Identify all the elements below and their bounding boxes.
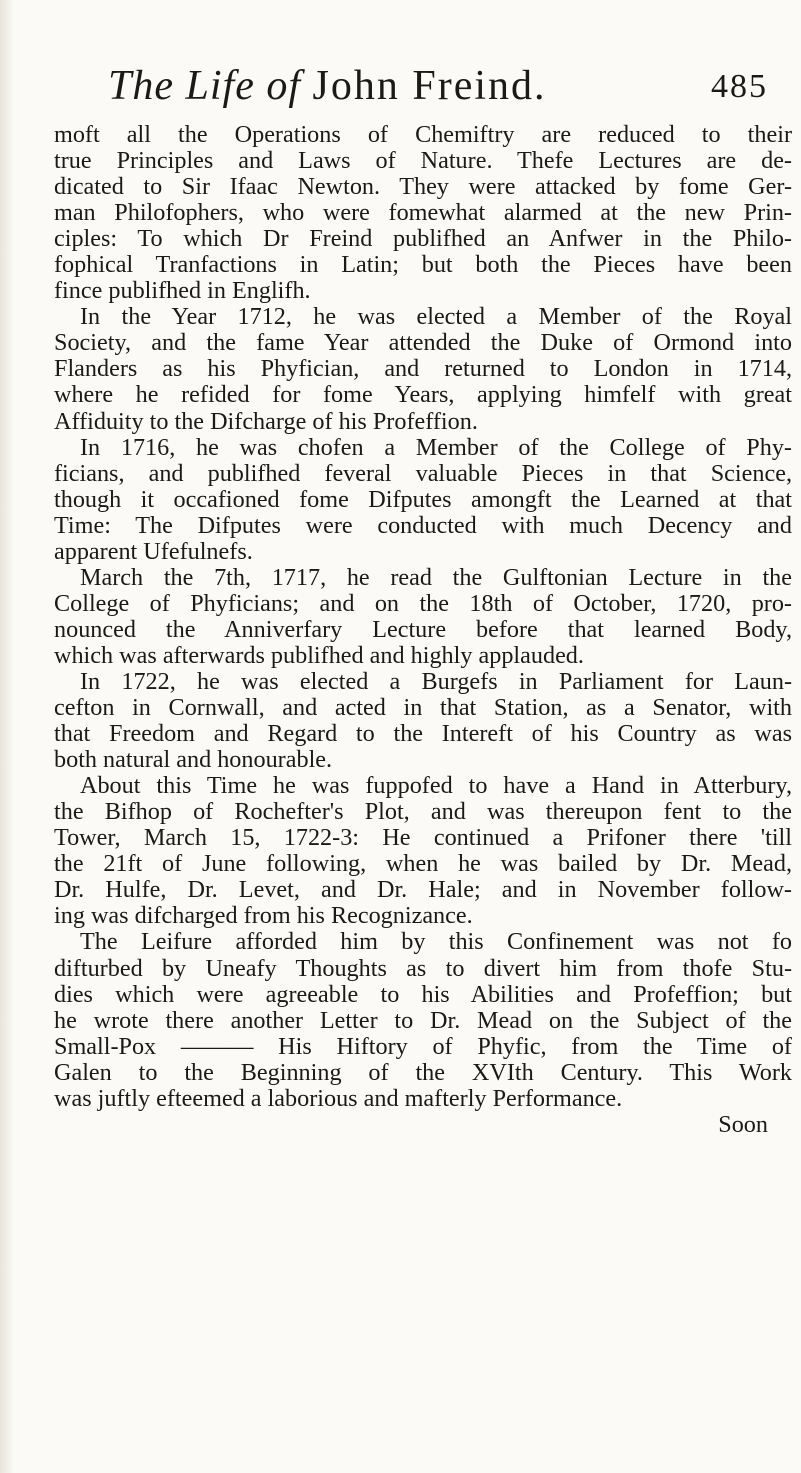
text-line: which was afterwards publifhed and highly applauded. — [54, 641, 584, 669]
text-line: the 21ft of June following, when he was bailed by Dr. Mead, — [54, 850, 792, 878]
body-text — [54, 122, 792, 1138]
text-line: he wrote there another Letter to Dr. Mead on the Subject of the — [54, 1006, 792, 1034]
text-line: where he refided for fome Years, applying himfelf with great — [54, 381, 792, 409]
text-line: fophical Tranfactions in Latin; but both the Pieces have been — [54, 251, 792, 279]
text-line: ficians, and publifhed feveral valuable Pieces in that Science, — [54, 459, 792, 487]
running-title-prefix: The Life of — [108, 63, 302, 109]
text-line: man Philofophers, who were fomewhat alarmed at the new Prin- — [54, 199, 792, 227]
text-line: cefton in Cornwall, and acted in that Station, as a Senator, with — [54, 694, 792, 722]
text-line: Small-Pox ——— His Hiftory of Phyfic, from the Time of — [54, 1032, 792, 1060]
text-line: In the Year 1712, he was elected a Member of the Royal — [80, 303, 792, 331]
text-line: true Principles and Laws of Nature. Thefe Lectures are de- — [54, 147, 792, 175]
text-line: Flanders as his Phyfician, and returned to London in 1714, — [54, 355, 792, 383]
text-line: March the 7th, 1717, he read the Gulftonian Lecture in the — [80, 563, 792, 591]
text-line: though it occafioned fome Difputes amongft the Learned at that — [54, 485, 792, 513]
page-gutter-shadow — [0, 0, 14, 1473]
text-line: Tower, March 15, 1722-3: He continued a Prifoner there 'till — [54, 824, 792, 852]
text-line: both natural and honourable. — [54, 746, 333, 774]
text-line: dicated to Sir Ifaac Newton. They were attacked by fome Ger- — [54, 173, 792, 201]
text-line: In 1716, he was chofen a Member of the College of Phy- — [80, 433, 792, 461]
catchword: Soon — [718, 1110, 768, 1138]
text-line: was juftly efteemed a laborious and mafterly Performance. — [54, 1084, 623, 1112]
text-line: apparent Ufefulnefs. — [54, 537, 253, 565]
text-line: difturbed by Uneafy Thoughts as to divert him from thofe Stu- — [54, 954, 792, 982]
text-line: that Freedom and Regard to the Intereft of his Country as was — [54, 720, 792, 748]
running-title-name: John Freind. — [312, 63, 547, 109]
text-line: College of Phyficians; and on the 18th of October, 1720, pro- — [54, 589, 792, 617]
text-line: fince publifhed in Englifh. — [54, 277, 311, 305]
text-line: nounced the Anniverfary Lecture before that learned Body, — [54, 615, 792, 643]
text-line: ciples: To which Dr Freind publifhed an Anfwer in the Philo- — [54, 225, 792, 253]
text-line: In 1722, he was elected a Burgefs in Parliament for Laun- — [80, 667, 792, 695]
running-title — [108, 62, 547, 110]
text-line: Galen to the Beginning of the XVIth Century. This Work — [54, 1058, 792, 1086]
text-line: Time: The Difputes were conducted with much Decency and — [54, 511, 792, 539]
page-number: 485 — [711, 68, 768, 105]
text-line: Affiduity to the Difcharge of his Profeffion. — [54, 407, 478, 435]
text-line: dies which were agreeable to his Abilities and Profeffion; but — [54, 980, 792, 1008]
running-header — [108, 62, 768, 112]
text-line: the Bifhop of Rochefter's Plot, and was thereupon fent to the — [54, 798, 792, 826]
text-line: moft all the Operations of Chemiftry are reduced to their — [54, 121, 792, 148]
text-line: About this Time he was fuppofed to have a Hand in Atterbury, — [80, 772, 792, 800]
text-line: Dr. Hulfe, Dr. Levet, and Dr. Hale; and in November follow- — [54, 876, 792, 904]
text-line: ing was difcharged from his Recognizance. — [54, 902, 473, 930]
text-line: The Leifure afforded him by this Confinement was not fo — [80, 928, 792, 956]
text-line: Society, and the fame Year attended the Duke of Ormond into — [54, 329, 792, 357]
